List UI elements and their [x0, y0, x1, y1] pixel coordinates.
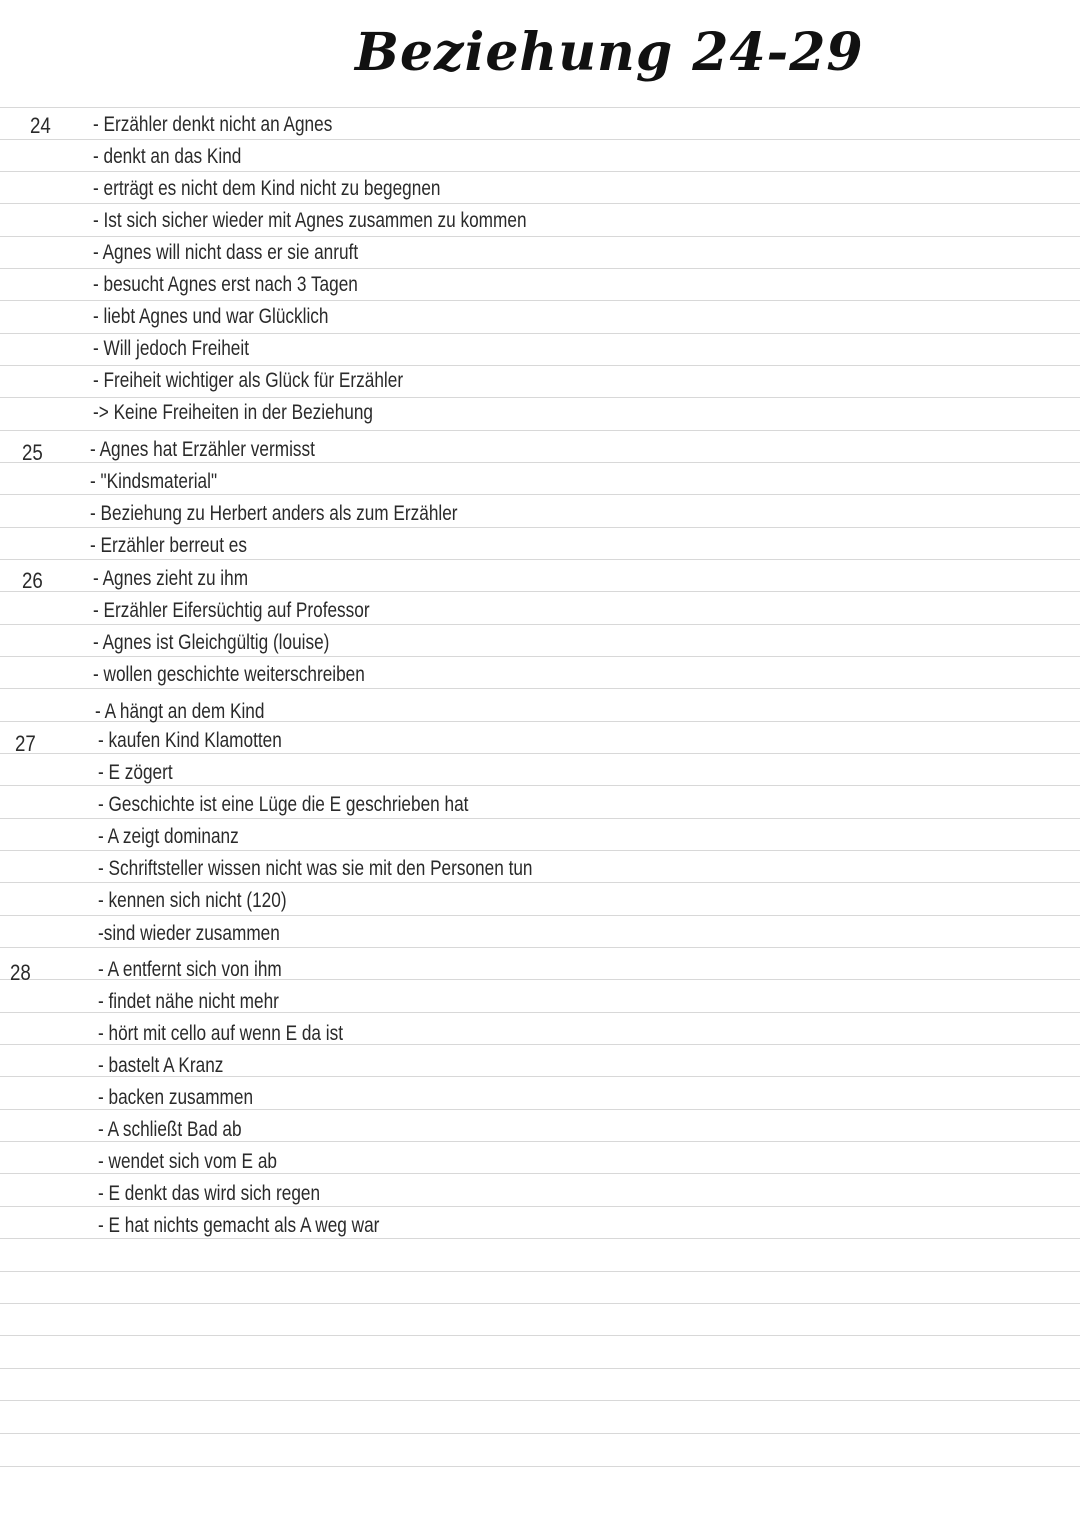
note-line: - A hängt an dem Kind: [95, 700, 265, 723]
rule-line: [0, 268, 1080, 269]
rule-line: [0, 559, 1080, 560]
rule-line: [0, 1400, 1080, 1401]
rule-line: [0, 139, 1080, 140]
rule-line: [0, 1335, 1080, 1336]
note-line: - kaufen Kind Klamotten: [98, 729, 282, 752]
rule-line: [0, 818, 1080, 819]
note-line: - Agnes hat Erzähler vermisst: [90, 438, 315, 461]
note-line: -> Keine Freiheiten in der Beziehung: [93, 401, 374, 424]
rule-line: [0, 171, 1080, 172]
note-line: - Agnes zieht zu ihm: [93, 567, 249, 590]
section-number: 24: [30, 113, 51, 138]
rule-line: [0, 527, 1080, 528]
note-line: - besucht Agnes erst nach 3 Tagen: [93, 273, 358, 296]
note-line: - A zeigt dominanz: [98, 825, 239, 848]
note-line: - hört mit cello auf wenn E da ist: [98, 1022, 344, 1045]
rule-line: [0, 300, 1080, 301]
note-line: - A entfernt sich von ihm: [98, 958, 282, 981]
rule-line: [0, 1303, 1080, 1304]
section-number: 28: [10, 960, 31, 985]
note-line: - wollen geschichte weiterschreiben: [93, 663, 365, 686]
note-line: - Erzähler Eifersüchtig auf Professor: [93, 599, 370, 622]
rule-line: [0, 365, 1080, 366]
page-title: Beziehung 24-29: [355, 22, 864, 83]
note-line: - backen zusammen: [98, 1086, 254, 1109]
rule-line: [0, 850, 1080, 851]
rule-line: [0, 624, 1080, 625]
note-line: - Will jedoch Freiheit: [93, 337, 249, 360]
note-line: - E hat nichts gemacht als A weg war: [98, 1214, 380, 1237]
rule-line: [0, 1433, 1080, 1434]
rule-line: [0, 882, 1080, 883]
rule-line: [0, 397, 1080, 398]
rule-line: [0, 333, 1080, 334]
note-line: -sind wieder zusammen: [98, 922, 280, 945]
rule-line: [0, 688, 1080, 689]
rule-line: [0, 236, 1080, 237]
note-line: - Agnes ist Gleichgültig (louise): [93, 631, 330, 654]
note-line: - A schließt Bad ab: [98, 1118, 242, 1141]
note-line: - Beziehung zu Herbert anders als zum Erzähler: [90, 502, 458, 525]
rule-line: [0, 947, 1080, 948]
note-line: - wendet sich vom E ab: [98, 1150, 277, 1173]
note-line: - kennen sich nicht (120): [98, 889, 287, 912]
rule-line: [0, 656, 1080, 657]
rule-line: [0, 1271, 1080, 1272]
rule-line: [0, 915, 1080, 916]
rule-line: [0, 203, 1080, 204]
rule-line: [0, 1368, 1080, 1369]
note-line: - Erzähler denkt nicht an Agnes: [93, 113, 333, 136]
note-line: - Agnes will nicht dass er sie anruft: [93, 241, 359, 264]
note-line: - E denkt das wird sich regen: [98, 1182, 321, 1205]
note-line: - liebt Agnes und war Glücklich: [93, 305, 329, 328]
note-line: - denkt an das Kind: [93, 145, 242, 168]
rule-line: [0, 1466, 1080, 1467]
section-number: 25: [22, 440, 43, 465]
note-line: - Erzähler berreut es: [90, 534, 247, 557]
note-line: - Ist sich sicher wieder mit Agnes zusammen zu kommen: [93, 209, 527, 232]
rule-line: [0, 430, 1080, 431]
note-line: - erträgt es nicht dem Kind nicht zu begegnen: [93, 177, 441, 200]
note-line: - E zögert: [98, 761, 173, 784]
rule-line: [0, 107, 1080, 108]
note-line: - Freiheit wichtiger als Glück für Erzähler: [93, 369, 404, 392]
note-line: - Schriftsteller wissen nicht was sie mit den Personen tun: [98, 857, 533, 880]
note-line: - findet nähe nicht mehr: [98, 990, 279, 1013]
note-line: - bastelt A Kranz: [98, 1054, 224, 1077]
note-line: - "Kindsmaterial": [90, 470, 218, 493]
section-number: 27: [15, 731, 36, 756]
note-line: - Geschichte ist eine Lüge die E geschrieben hat: [98, 793, 469, 816]
section-number: 26: [22, 568, 43, 593]
